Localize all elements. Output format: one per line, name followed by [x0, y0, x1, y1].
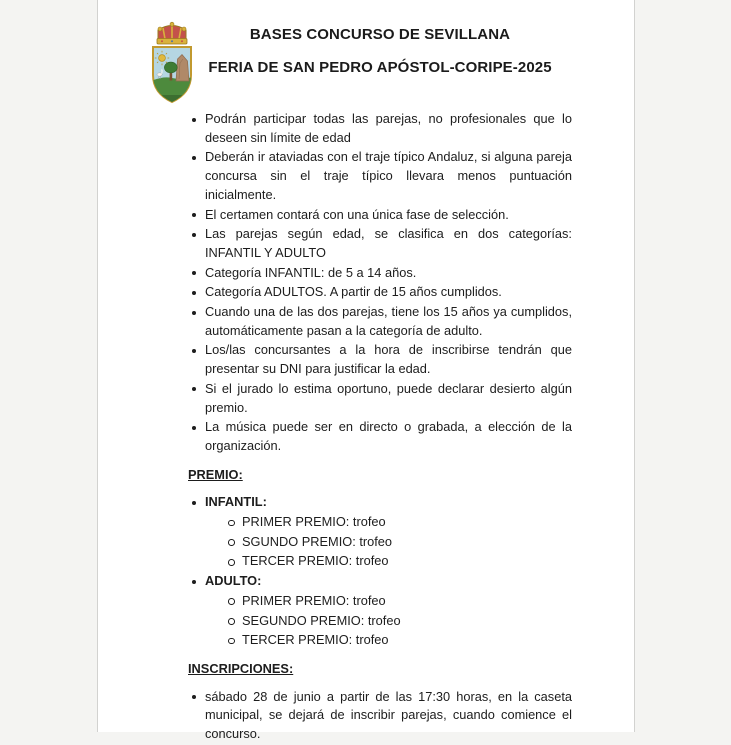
rule-item: Si el jurado lo estima oportuno, puede declarar desierto algún premio.	[188, 380, 572, 417]
rule-item: Categoría INFANTIL: de 5 a 14 años.	[188, 264, 572, 283]
premio-infantil-item: TERCER PREMIO: trofeo	[188, 552, 572, 571]
document-page	[97, 0, 635, 742]
premio-adulto-item: SEGUNDO PREMIO: trofeo	[188, 612, 572, 631]
premio-adulto-item: PRIMER PREMIO: trofeo	[188, 592, 572, 611]
premio-infantil-item: PRIMER PREMIO: trofeo	[188, 513, 572, 532]
rule-item: Deberán ir ataviadas con el traje típico Andaluz, si alguna pareja concursa sin el traje típico llevara menos puntuación inicialmente.	[188, 148, 572, 204]
document-title-line2: FERIA DE SAN PEDRO APÓSTOL-CORIPE-2025	[208, 59, 552, 76]
rule-item: El certamen contará con una única fase de selección.	[188, 206, 572, 225]
rule-item: Podrán participar todas las parejas, no profesionales que lo deseen sin límite de edad	[188, 110, 572, 147]
rule-item: Los/las concursantes a la hora de inscribirse tendrán que presentar su DNI para justificar la edad.	[188, 341, 572, 378]
premio-category-infantil: INFANTIL:	[188, 493, 572, 512]
rule-item: Cuando una de las dos parejas, tiene los 15 años ya cumplidos, automáticamente pasan a la categoría de adulto.	[188, 303, 572, 340]
crown-icon	[157, 22, 187, 44]
document-body	[188, 110, 572, 745]
rule-item: Categoría ADULTOS. A partir de 15 años cumplidos.	[188, 283, 572, 302]
premio-adulto-item: TERCER PREMIO: trofeo	[188, 631, 572, 650]
rule-item: Las parejas según edad, se clasifica en dos categorías: INFANTIL Y ADULTO	[188, 225, 572, 262]
premio-heading: PREMIO:	[188, 466, 243, 482]
document-header	[188, 0, 572, 76]
rule-item: La música puede ser en directo o grabada, a elección de la organización.	[188, 418, 572, 455]
premio-infantil-item: SGUNDO PREMIO: trofeo	[188, 533, 572, 552]
premio-category-adulto: ADULTO:	[188, 572, 572, 591]
inscripciones-heading: INSCRIPCIONES:	[188, 660, 294, 676]
document-title-line1: BASES CONCURSO DE SEVILLANA	[249, 26, 511, 43]
inscripciones-item: sábado 28 de junio a partir de las 17:30 horas, en la caseta municipal, se dejará de inscribir parejas, cuando comience el concurso.	[188, 688, 572, 744]
